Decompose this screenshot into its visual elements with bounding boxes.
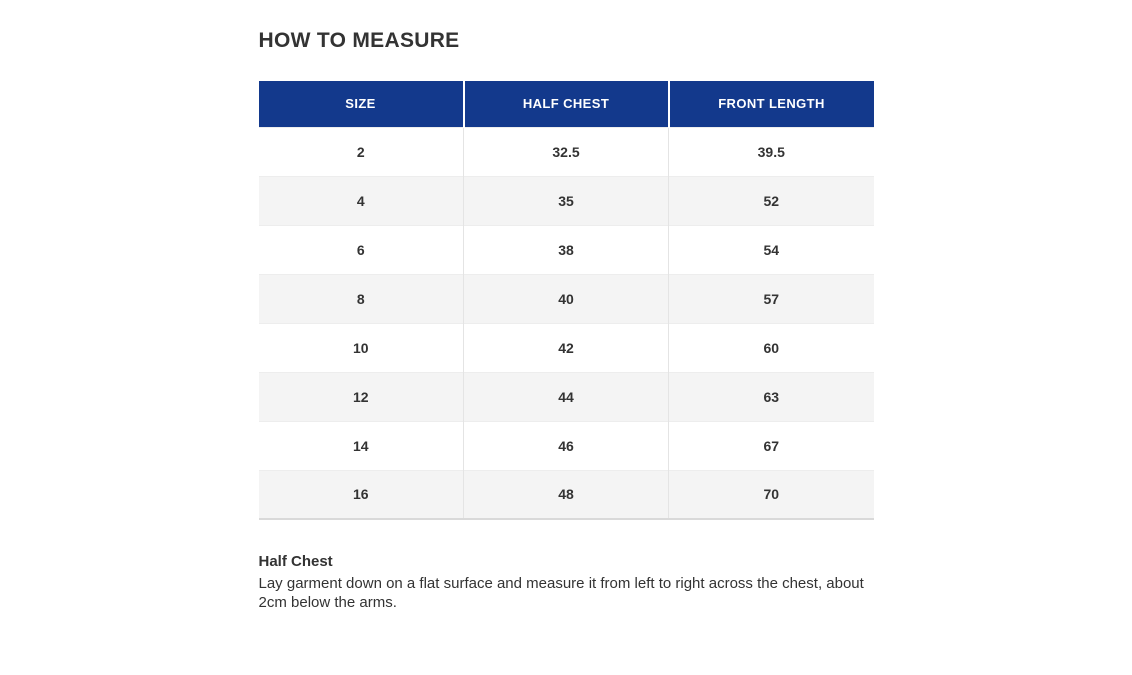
front-length-cell: 39.5 [669, 127, 874, 176]
size-chart-header [259, 81, 874, 127]
notes-heading: Half Chest [258, 553, 333, 570]
half-chest-cell: 40 [464, 274, 669, 323]
front-length-cell: 63 [669, 372, 874, 421]
half-chest-cell: 46 [464, 421, 669, 470]
size-cell: 10 [352, 339, 369, 356]
size-chart-table [259, 81, 874, 520]
front-length-cell: 52 [669, 176, 874, 225]
measure-notes [259, 553, 874, 613]
notes-body: Lay garment down on a flat surface and measure it from left to right across the chest, about 2cm below the arms. [258, 575, 864, 611]
front-length-cell: 70 [669, 470, 874, 519]
half-chest-cell: 35 [464, 176, 669, 225]
half-chest-cell: 48 [464, 470, 669, 519]
half-chest-cell: 38 [464, 225, 669, 274]
size-cell: 6 [356, 241, 365, 258]
front-length-cell: 54 [669, 225, 874, 274]
column-header-size: SIZE [259, 81, 464, 127]
column-header-front-length: FRONT LENGTH [669, 81, 874, 127]
table-row [259, 225, 874, 274]
table-row [259, 372, 874, 421]
half-chest-cell: 42 [464, 323, 669, 372]
front-length-cell: 67 [669, 421, 874, 470]
size-chart-body [259, 127, 874, 519]
size-cell: 12 [352, 388, 369, 405]
table-row [259, 176, 874, 225]
table-row [259, 274, 874, 323]
front-length-cell: 57 [669, 274, 874, 323]
table-header-row [259, 81, 874, 127]
half-chest-cell: 44 [464, 372, 669, 421]
half-chest-cell: 32.5 [464, 127, 669, 176]
size-cell: 2 [356, 143, 365, 160]
size-cell: 8 [356, 290, 365, 307]
size-cell: 4 [356, 192, 365, 209]
table-row [259, 421, 874, 470]
front-length-cell: 60 [669, 323, 874, 372]
size-cell: 14 [352, 437, 369, 454]
size-guide-content [259, 0, 874, 613]
table-row [259, 470, 874, 519]
table-row [259, 323, 874, 372]
column-header-half-chest: HALF CHEST [464, 81, 669, 127]
table-row [259, 127, 874, 176]
page-title: HOW TO MEASURE [258, 29, 460, 52]
size-cell: 16 [352, 486, 369, 503]
